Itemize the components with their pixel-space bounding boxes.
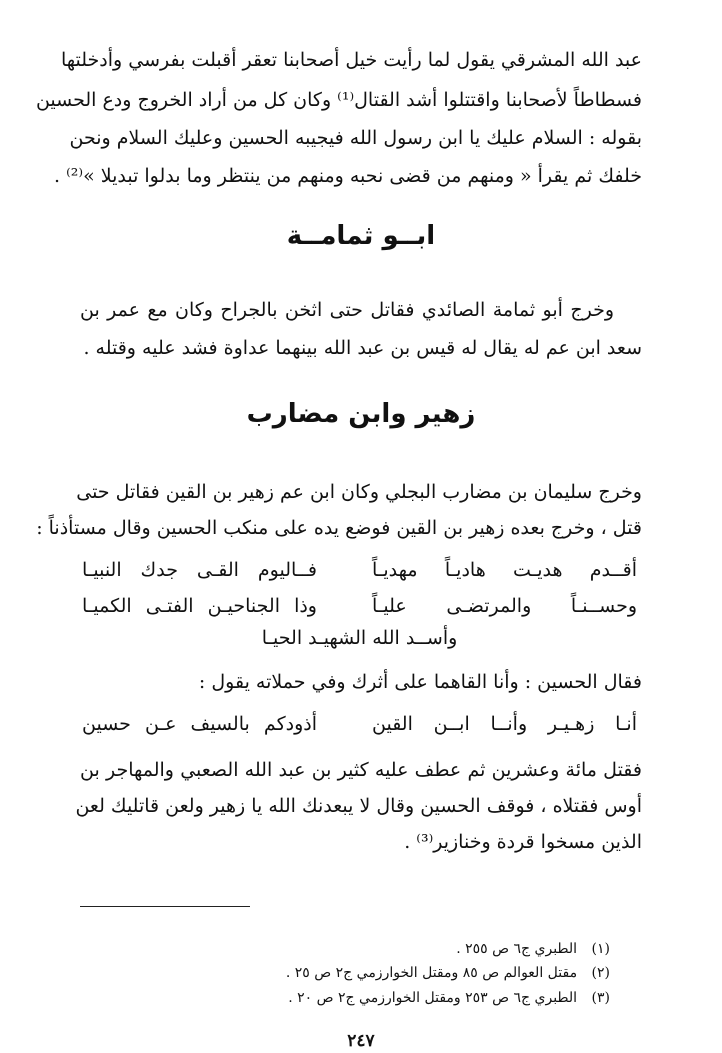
paragraph2-line-1: وخرج أبو ثمامة الصائدي فقاتل حتى اثخن بالجراح وكان مع عمر بن [80,299,614,321]
paragraph1-line-3: بقوله : السلام عليك يا ابن رسول الله فيجيبه الحسين وعليك السلام ونحن [69,127,642,149]
section-heading-abu-thumama: ابــو ثمامــة [286,221,436,251]
footnote-1-number: (١) [591,941,610,957]
footnote-2 [110,960,610,986]
paragraph3-line-1: وخرج سليمان بن مضارب البجلي وكان ابن عم زهير بن القين فقاتل حتى [76,481,642,503]
paragraph1-line-4: خلفك ثم يقرأ « ومنهم من قضى نحبه ومنهم من ينتظر وما بدلوا تبديلا »⁽²⁾ . [54,165,642,187]
paragraph5-line-2: أوس فقتلاه ، فوقف الحسين وقال لا يبعدنك الله يا زهير ولعن قاتليك لعن [75,795,642,817]
footnote-1-text: الطبري ج٦ ص ٢٥٥ . [456,941,578,957]
page-number: ٢٤٧ [347,1031,375,1051]
verse2-row [82,706,637,742]
paragraph5-line-3: الذين مسخوا قردة وخنازير⁽³⁾ . [404,831,642,853]
paragraph5-line-1: فقتل مائة وعشرين ثم عطف عليه كثير بن عبد الله الصعبي والمهاجر بن [80,759,642,781]
paragraph4-line: فقال الحسين : وأنا القاهما على أثرك وفي حملاته يقول : [198,671,642,693]
verse1-row1-left-hemistich: فــاليوم القـى جدك النبيـا [82,559,317,581]
paragraph1-line-2: فسطاطاً لأصحابنا واقتتلوا أشد القتال⁽¹⁾ وكان كل من أراد الخروج ودع الحسين [35,89,642,111]
verse1-row-3 [82,620,637,656]
footnote-2-text: مقتل العوالم ص ٨٥ ومقتل الخوارزمي ج٢ ص ٢٥ . [285,965,578,981]
verse1-row2-right-hemistich: وحســنـاً والمرتضـى عليـاً [372,595,637,617]
verse1-row-1 [82,552,637,588]
footnote-3-text: الطبري ج٦ ص ٢٥٣ ومقتل الخوارزمي ج٢ ص ٢٠ . [288,990,578,1006]
paragraph1-line-1: عبد الله المشرقي يقول لما رأيت خيل أصحابنا تعقر أقبلت بفرسي وأدخلتها [60,49,642,71]
footnote-separator [80,906,250,907]
verse1-row2-left-hemistich: وذا الجناحيـن الفتـى الكميـا [82,595,317,617]
paragraph2-line-2: سعد ابن عم له يقال له قيس بن عبد الله بينهما عداوة فشد عليه وقتله . [83,337,642,359]
paragraph3-line-2: قتل ، وخرج بعده زهير بن القين فوضع يده على منكب الحسين وقال مستأذناً : [36,517,642,539]
verse2-right-hemistich: أنـا زهـيـر وأنــا ابــن القين [372,713,637,735]
verse2-left-hemistich: أذودكم بالسيف عـن حسين [82,713,317,735]
section-heading-zuhair: زهير وابن مضارب [246,399,476,429]
verse1-row3-hemistich: وأســد الله الشهيـد الحيـا [261,627,458,649]
verse1-row1-right-hemistich: أقــدم هديـت هاديـاً مهديـاً [372,559,637,581]
footnote-2-number: (٢) [591,965,610,981]
footnote-3 [110,985,610,1011]
verse1-row-2 [82,588,637,624]
footnote-1 [110,936,610,962]
footnote-3-number: (٣) [591,990,610,1006]
